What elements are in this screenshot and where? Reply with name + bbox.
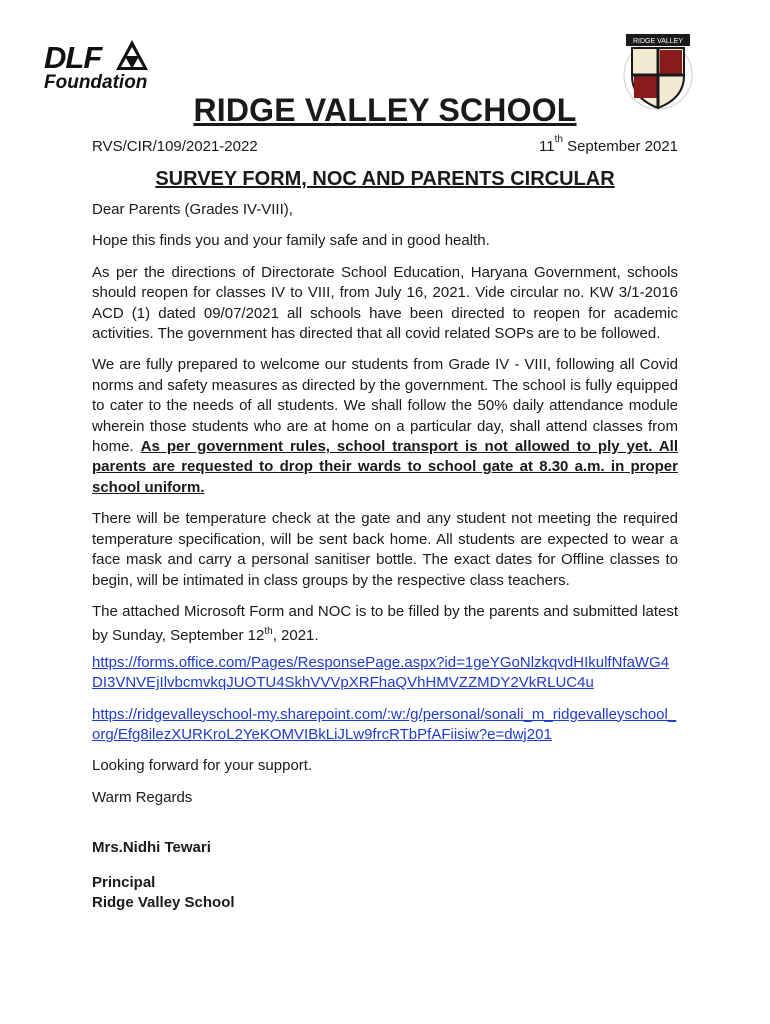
circular-date: 11th September 2021 [539,134,678,155]
link-paragraph-1 [92,653,678,694]
noc-document-link[interactable]: https://ridgevalleyschool-my.sharepoint.com/:w:/g/personal/sonali_m_ridgevalleyschool_org/Efg8ilezXURKroL2YeKOMVIBkLiJLw9frcRTbPfAFiisiw?e=dwj201 [92,705,677,743]
circular-subtitle: SURVEY FORM, NOC AND PARENTS CIRCULAR [155,168,615,190]
logo-brand: DLF [44,40,102,75]
salutation: Dear Parents (Grades IV-VIII), [92,201,293,218]
circular-number: RVS/CIR/109/2021-2022 [92,138,258,155]
school-name-title: RIDGE VALLEY SCHOOL [193,92,577,128]
signatory-school: Ridge Valley School [92,893,235,911]
paragraph-5: The attached Microsoft Form and NOC is to be filled by the parents and submitted latest by Sunday, September 12th, 2021. [92,602,678,645]
signatory-designation: Principal [92,873,156,891]
circular-body [92,200,678,924]
signatory-name: Mrs.Nidhi Tewari [92,839,211,857]
transport-notice: As per government rules, school transport is not allowed to ply yet. All parents are requested to drop their wards to school gate at 8.30 a.m. in proper school uniform. [92,438,679,496]
paragraph-2: As per the directions of Directorate School Education, Haryana Government, schools should reopen for classes IV to VIII, from July 16, 2021. Vide circular no. KW 3/1-2016 ACD (1) dated 09/07/2021 all schools have been directed to reopen for academic activities. The government has directed that all covid related SOPs are to be followed. [92,263,678,343]
paragraph-1: Hope this finds you and your family safe and in good health. [92,232,490,250]
crest-text: RIDGE VALLEY [632,38,684,45]
dlf-triangle-icon [114,38,150,72]
closing-line: Looking forward for your support. [92,757,313,775]
survey-form-link[interactable]: https://forms.office.com/Pages/ResponsePage.aspx?id=1geYGoNlzkqvdHIkulfNfaWG4DI3VNVEjIlvbcmvkqJUOTU4SkhVVVpXRFhaQVhHMVZZMDY2VkRLUC4u [92,653,670,692]
logo-sub: Foundation [44,72,148,93]
link-paragraph-2 [92,705,678,746]
paragraph-4: There will be temperature check at the gate and any student not meeting the required temperature specification, will be sent back home. All students are expected to wear a face mask and carry a personal sanitiser bottle. The exact dates for Offline classes to begin, will be intimated in class groups by the respective class teachers. [92,510,678,589]
dlf-foundation-logo [44,38,180,94]
warm-regards: Warm Regards [92,788,193,806]
paragraph-3: We are fully prepared to welcome our students from Grade IV - VIII, following all Covid norms and safety measures as directed by the government. The school is fully equipped to cater to the needs of all students. We shall follow the 50% daily attendance module wherein those students who are at home on a particular day, shall attend classes from home. As per government rules, school transport is not allowed to ply yet. All parents are requested to drop their wards to school gate at 8.30 a.m. in proper school uniform. [92,356,679,496]
